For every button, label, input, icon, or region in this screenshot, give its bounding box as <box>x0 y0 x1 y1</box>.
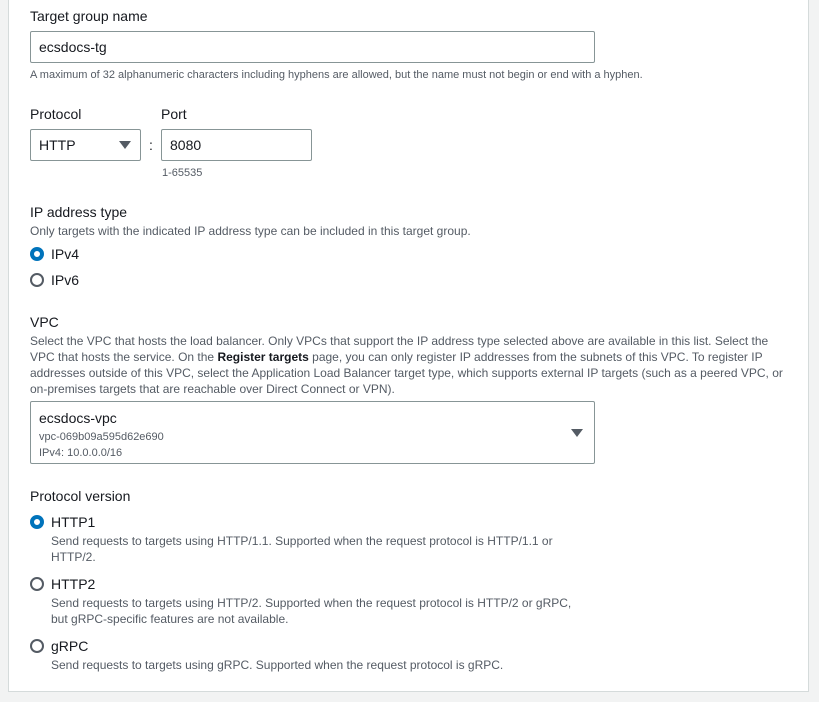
grpc-label: gRPC <box>51 638 89 654</box>
ip-type-option-ipv6[interactable] <box>30 271 150 291</box>
target-group-name-label: Target group name <box>30 8 148 24</box>
vpc-select-cidr: IPv4: 10.0.0.0/16 <box>39 447 123 459</box>
protocol-label: Protocol <box>30 106 82 122</box>
target-group-name-hint: A maximum of 32 alphanumeric characters including hyphens are allowed, but the name must not begin or end with a hyphen. <box>30 69 643 81</box>
protocol-select-value: HTTP <box>39 137 76 153</box>
register-targets-emphasis: Register targets <box>217 350 309 364</box>
http1-label: HTTP1 <box>51 514 96 530</box>
ipv6-label: IPv6 <box>51 272 80 288</box>
vpc-description <box>30 333 800 397</box>
vpc-description-line-4: on-premises targets that are reachable over Direct Connect or VPN). <box>30 382 395 396</box>
http2-description: Send requests to targets using HTTP/2. Supported when the request protocol is HTTP/2 or gRPC, but gRPC-specific features are not available. <box>51 596 572 626</box>
vpc-description-line-2: VPC that hosts the service. On the Register targets page, you can only register IP addresses from the subnets of this VPC. To register IP <box>30 350 763 364</box>
vpc-description-line-3: addresses outside of this VPC, select the Application Load Balancer target type, which supports external IP targets (such as a peered VPC, or <box>30 366 783 380</box>
protocol-version-option-http1[interactable] <box>30 513 590 565</box>
vpc-label: VPC <box>30 314 59 330</box>
target-group-config-panel <box>8 0 809 692</box>
vpc-select-name: ecsdocs-vpc <box>39 410 117 426</box>
radio-ipv4[interactable] <box>30 247 44 261</box>
radio-ipv6[interactable] <box>30 273 44 287</box>
port-input[interactable] <box>161 129 312 161</box>
vpc-select-id: vpc-069b09a595d62e690 <box>39 431 164 443</box>
chevron-down-icon <box>119 141 131 149</box>
ipv4-label: IPv4 <box>51 246 80 262</box>
radio-http2[interactable] <box>30 577 44 591</box>
protocol-port-separator: : <box>149 137 153 153</box>
target-group-name-input[interactable] <box>30 31 595 63</box>
ip-type-option-ipv4[interactable] <box>30 245 150 265</box>
vpc-select[interactable] <box>30 401 595 464</box>
radio-http1[interactable] <box>30 515 44 529</box>
ip-address-type-description: Only targets with the indicated IP address type can be included in this target group. <box>30 224 471 238</box>
radio-grpc[interactable] <box>30 639 44 653</box>
protocol-version-label: Protocol version <box>30 488 131 504</box>
chevron-down-icon <box>571 429 583 437</box>
protocol-select[interactable] <box>30 129 141 161</box>
protocol-version-option-http2[interactable] <box>30 575 590 627</box>
port-hint: 1-65535 <box>162 167 203 179</box>
protocol-version-option-grpc[interactable] <box>30 637 590 677</box>
http2-label: HTTP2 <box>51 576 96 592</box>
grpc-description: Send requests to targets using gRPC. Supported when the request protocol is gRPC. <box>51 658 504 672</box>
ip-address-type-label: IP address type <box>30 204 128 220</box>
http1-description: Send requests to targets using HTTP/1.1. Supported when the request protocol is HTTP/1.1 or HTTP/2. <box>51 534 553 564</box>
port-label: Port <box>161 106 187 122</box>
vpc-description-line-1: Select the VPC that hosts the load balancer. Only VPCs that support the IP address type selected above are available in this list. Select the <box>30 334 769 348</box>
